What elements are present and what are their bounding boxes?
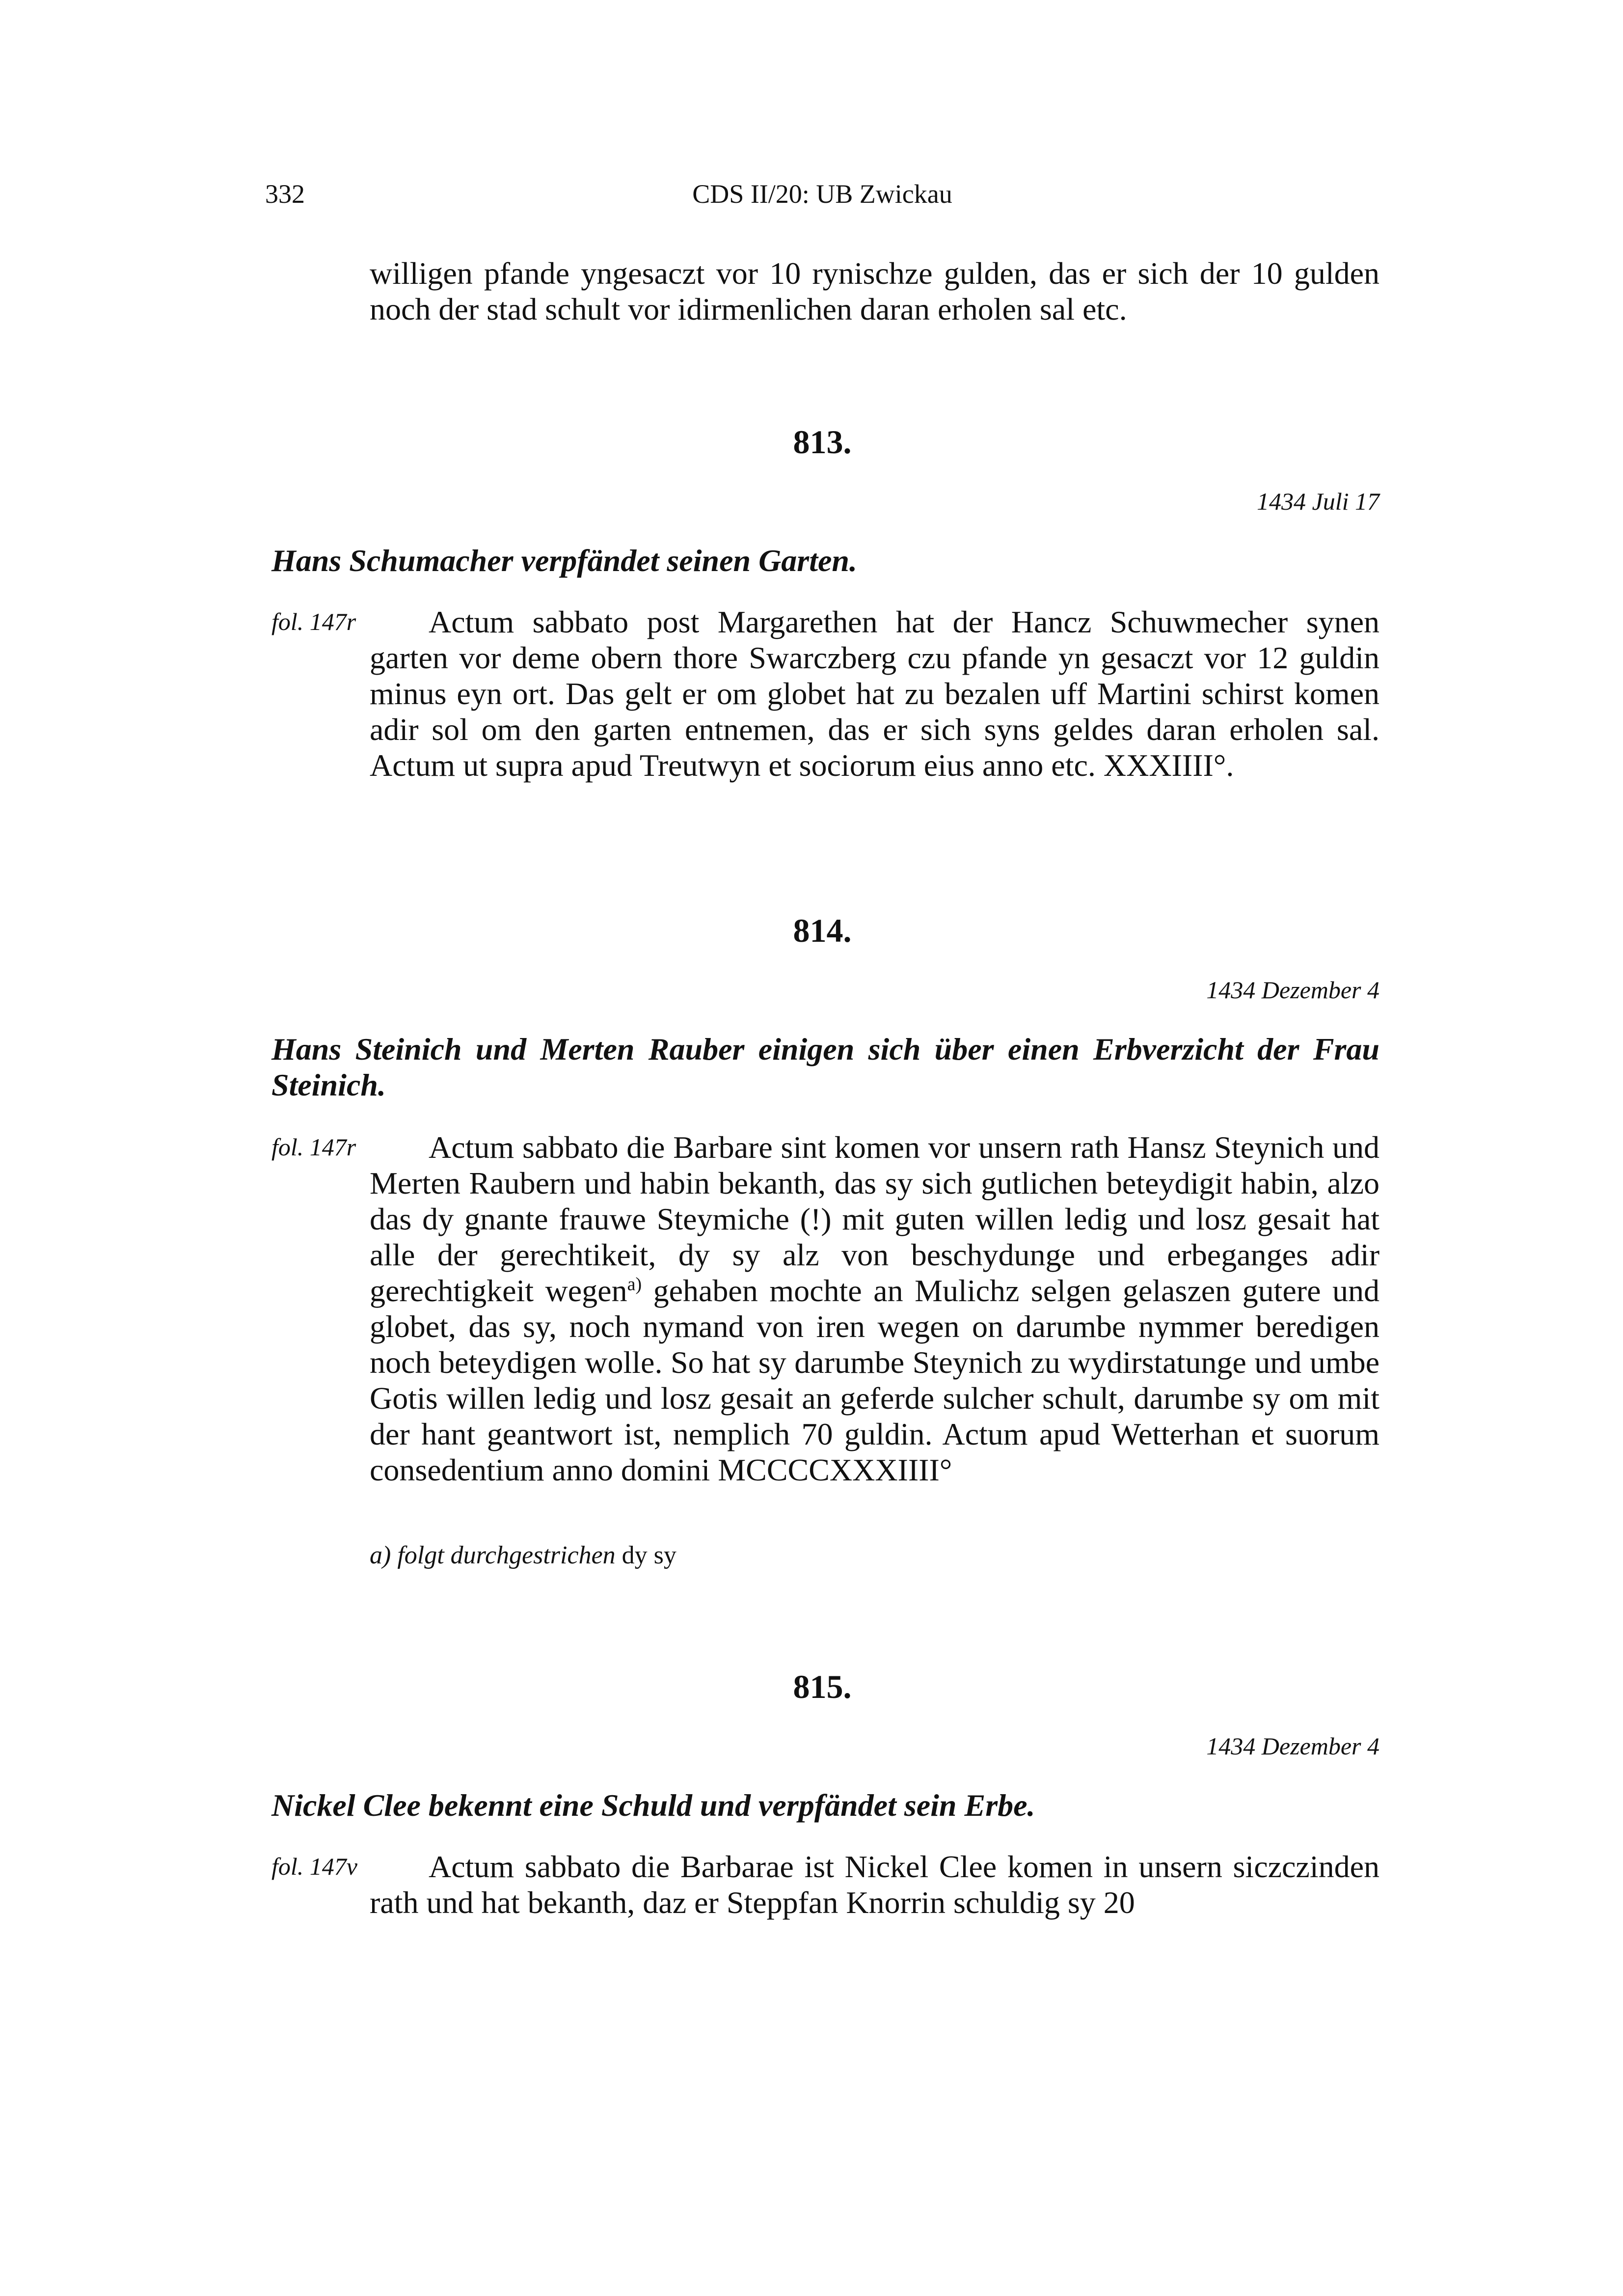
entry-text-part: gehaben mochte an Mulichz selgen gelaszen gutere und globet, das sy, noch nymand von iren wegen on darumbe nymmer beredigen noch beteydigen wolle. So hat sy darumbe Steynich zu wydirstatunge und umbe Gotis willen ledig und losz gesait an geferde sulcher schult, darumbe sy om mit der hant geantwort ist, nemplich 70 guldin. Actum apud Wetterhan et suorum consedentium anno domini MCCCCXXXIIII° <box>370 1273 1380 1487</box>
entry-text <box>370 1129 1380 1488</box>
running-head <box>265 177 1380 216</box>
folio-reference: fol. 147v <box>271 1853 357 1880</box>
entry-number: 813. <box>793 423 852 461</box>
entry-number: 815. <box>793 1668 852 1705</box>
entry-text: Actum sabbato die Barbarae ist Nickel Clee komen in unsern siczczinden rath und hat bekanth, daz er Steppfan Knorrin schuldig sy 20 <box>370 1849 1380 1920</box>
entry-title: Nickel Clee bekennt eine Schuld und verpfändet sein Erbe. <box>271 1788 1035 1823</box>
footnote <box>370 1539 1380 1572</box>
footnote-label: a) folgt durchgestrichen <box>370 1541 616 1569</box>
entry-date: 1434 Dezember 4 <box>1206 976 1380 1004</box>
entry-date: 1434 Juli 17 <box>1257 488 1380 515</box>
folio-reference: fol. 147r <box>271 1133 356 1161</box>
entry-number: 814. <box>793 912 852 949</box>
footnote-text: dy sy <box>622 1541 676 1569</box>
entry-text: Actum sabbato post Margarethen hat der Hancz Schuwmecher synen garten vor deme obern thore Swarczberg czu pfande yn gesaczt vor 12 guldin minus eyn ort. Das gelt er om globet hat zu bezalen uff Martini schirst komen adir sol om den garten entnemen, das er sich syns geldes daran erholen sal. Actum ut supra apud Treutwyn et sociorum eius anno etc. XXXIIII°. <box>370 604 1380 783</box>
running-title: CDS II/20: UB Zwickau <box>692 179 952 209</box>
entry-text-part: Actum sabbato die Barbare sint komen vor unsern rath Hansz Steynich und Merten Raubern und habin bekanth, das sy sich gutlichen beteydigit habin, alzo das dy gnante frauwe Steymiche (!) mit guten willen ledig und losz gesait hat alle der gerechtikeit, dy sy alz von beschydunge und erbeganges adir gerechtigkeit wegen <box>370 1130 1380 1308</box>
entry-title: Hans Schumacher verpfändet seinen Garten. <box>271 543 857 578</box>
footnote-marker: a) <box>627 1274 642 1295</box>
continued-text: willigen pfande yngesaczt vor 10 rynischze gulden, das er sich der 10 gulden noch der stad schult vor idirmenlichen daran erholen sal etc. <box>370 256 1380 327</box>
folio-reference: fol. 147r <box>271 608 356 635</box>
entry-date: 1434 Dezember 4 <box>1206 1732 1380 1760</box>
entry-title: Hans Steinich und Merten Rauber einigen sich über einen Erbverzicht der Frau Steinich. <box>271 1032 1380 1102</box>
page-number: 332 <box>265 179 305 209</box>
